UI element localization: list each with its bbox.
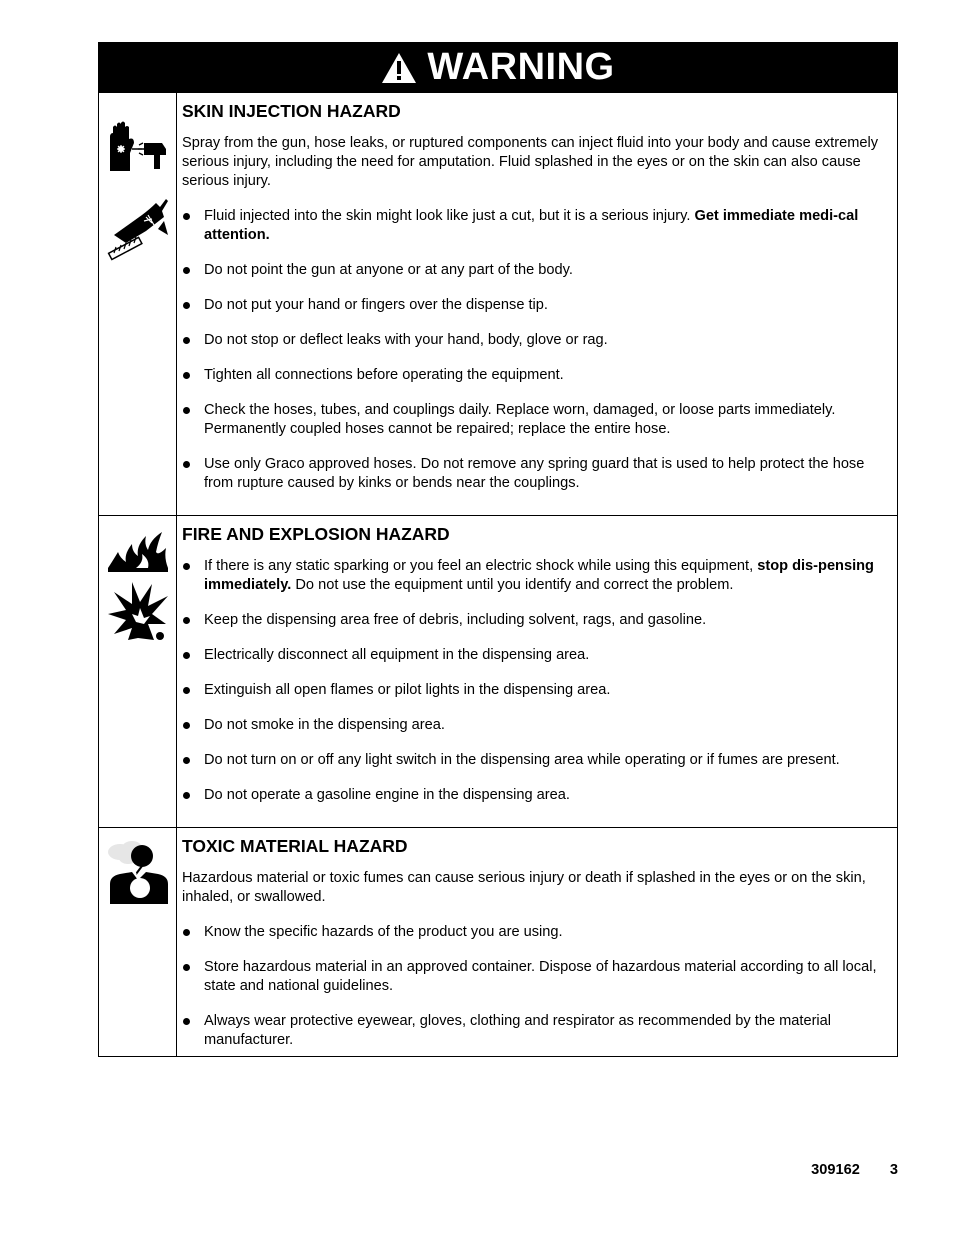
list-item: Use only Graco approved hoses. Do not remove any spring guard that is used to help protect the hose from rupture caused by kinks or bends near the couplings.: [182, 455, 889, 493]
list-item: Tighten all connections before operating the equipment.: [182, 366, 889, 385]
bullet-list: [182, 207, 889, 493]
list-item: If there is any static sparking or you feel an electric shock while using this equipment, stop dis-pensing immediately. Do not use the equipment until you identify and correct the problem.: [182, 557, 889, 595]
skin-injection-section: [99, 92, 897, 515]
section-intro: Hazardous material or toxic fumes can cause serious injury or death if splashed in the eyes or on the skin, inhaled, or swallowed.: [182, 870, 866, 905]
section-title: TOXIC MATERIAL HAZARD: [182, 836, 408, 856]
section-intro: Spray from the gun, hose leaks, or ruptured components can inject fluid into your body and cause extremely serious injury, including the need for amputation. Fluid splashed in the eyes or on the skin can also cause serious injury.: [182, 135, 879, 189]
list-item: Fluid injected into the skin might look like just a cut, but it is a serious injury. Get immediate medi-cal attention.: [182, 207, 889, 245]
list-item: Store hazardous material in an approved container. Dispose of hazardous material according to all local, state and national guidelines.: [182, 958, 889, 996]
warning-triangle-icon: [381, 52, 417, 84]
section-icons: [99, 828, 177, 1056]
page-footer: [811, 1162, 898, 1178]
section-content: [177, 93, 897, 515]
list-item: Extinguish all open flames or pilot lights in the dispensing area.: [182, 681, 889, 700]
bullet-list: [182, 557, 889, 805]
list-item: Do not smoke in the dispensing area.: [182, 716, 889, 735]
section-icons: [99, 93, 177, 515]
section-title: SKIN INJECTION HAZARD: [182, 101, 401, 121]
list-item: Keep the dispensing area free of debris, including solvent, rags, and gasoline.: [182, 611, 889, 630]
section-icons: [99, 516, 177, 827]
warning-banner: [99, 43, 897, 92]
list-item: Always wear protective eyewear, gloves, clothing and respirator as recommended by the material manufacturer.: [182, 1012, 889, 1050]
section-content: [177, 828, 897, 1056]
toxic-material-section: [99, 827, 897, 1056]
list-item: Do not put your hand or fingers over the dispense tip.: [182, 296, 889, 315]
list-item: Electrically disconnect all equipment in the dispensing area.: [182, 646, 889, 665]
fire-icon: [106, 528, 170, 574]
hand-injection-icon: [106, 195, 172, 265]
page-number: 3: [889, 1162, 898, 1178]
toxic-fumes-icon: [106, 840, 172, 904]
list-item: Check the hoses, tubes, and couplings daily. Replace worn, damaged, or loose parts immediately. Permanently coupled hoses cannot be repaired; replace the entire hose.: [182, 401, 889, 439]
explosion-icon: [106, 580, 170, 642]
list-item: Do not stop or deflect leaks with your hand, body, glove or rag.: [182, 331, 889, 350]
fire-explosion-section: [99, 515, 897, 827]
warning-sheet: [98, 42, 898, 1057]
list-item: Do not operate a gasoline engine in the dispensing area.: [182, 786, 889, 805]
document-number: 309162: [811, 1162, 860, 1178]
warning-label: WARNING: [427, 45, 615, 88]
list-item: Do not turn on or off any light switch in the dispensing area while operating or if fumes are present.: [182, 751, 889, 770]
list-item: Know the specific hazards of the product you are using.: [182, 923, 889, 942]
hand-spray-gun-icon: [106, 119, 172, 175]
section-content: [177, 516, 897, 827]
bullet-list: [182, 923, 889, 1050]
section-title: FIRE AND EXPLOSION HAZARD: [182, 524, 450, 544]
list-item: Do not point the gun at anyone or at any part of the body.: [182, 261, 889, 280]
